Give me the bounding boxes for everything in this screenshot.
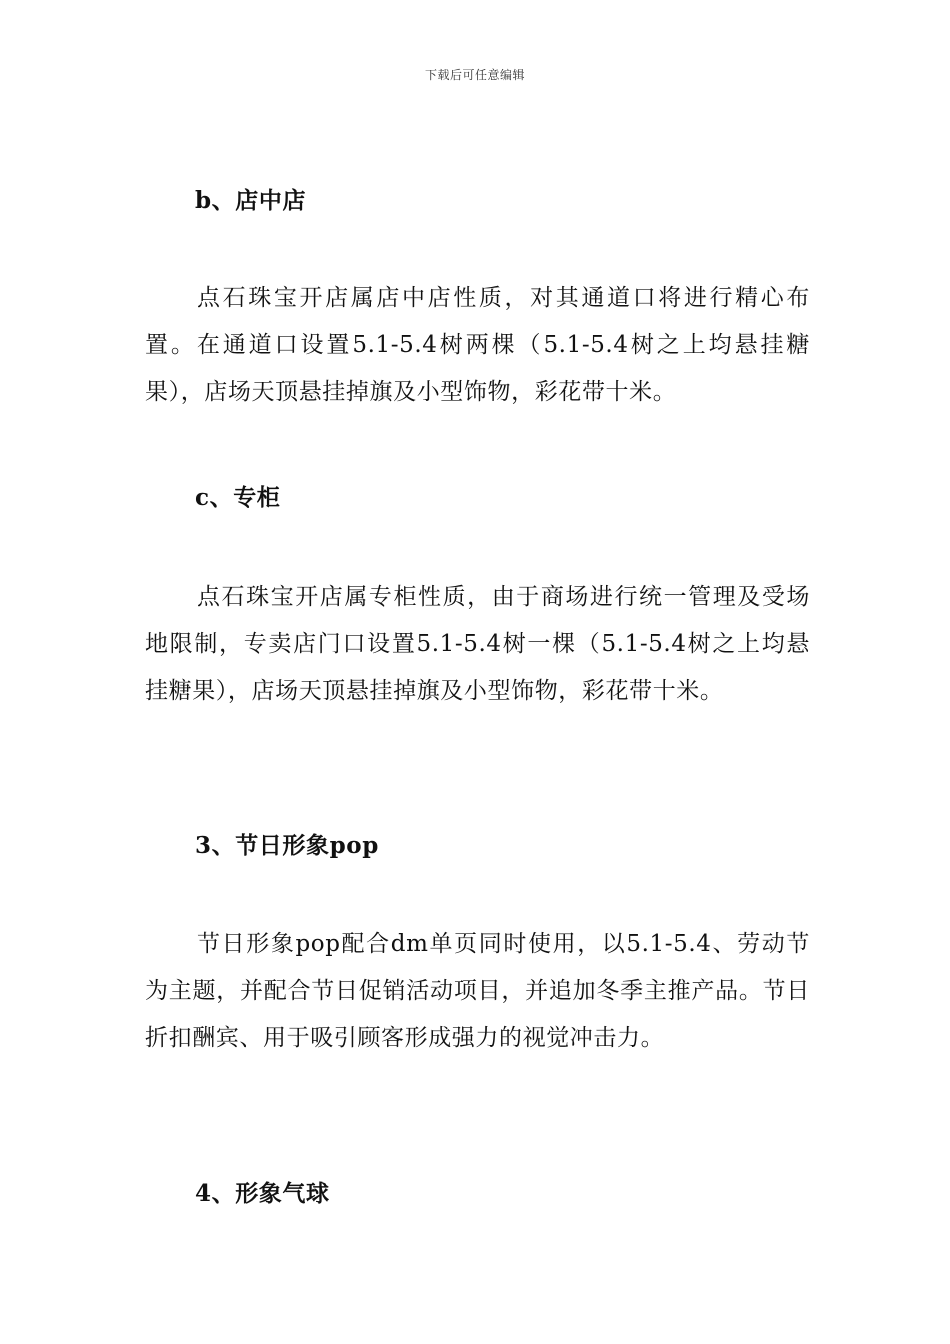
page-header: 下载后可任意编辑	[424, 68, 525, 82]
section-heading-c: c、专柜	[195, 484, 281, 511]
section-paragraph-b: 点石珠宝开店属店中店性质，对其通道口将进行精心布置。在通道口设置5.1-5.4树两棵（5.1-5.4树之上均悬挂糖果），店场天顶悬挂掉旗及小型饰物，彩花带十米。	[145, 285, 810, 405]
section-paragraph-c: 点石珠宝开店属专柜性质，由于商场进行统一管理及受场地限制，专卖店门口设置5.1-5.4树一棵（5.1-5.4树之上均悬挂糖果），店场天顶悬挂掉旗及小型饰物，彩花带十米。	[145, 584, 810, 704]
section-paragraph-3: 节日形象pop配合dm单页同时使用，以5.1-5.4、劳动节为主题，并配合节日促销活动项目，并追加冬季主推产品。节日折扣酬宾、用于吸引顾客形成强力的视觉冲击力。	[145, 931, 810, 1051]
section-heading-4: 4、形象气球	[195, 1180, 330, 1207]
section-heading-3: 3、节日形象pop	[195, 832, 379, 859]
section-heading-b: b、店中店	[195, 187, 307, 214]
